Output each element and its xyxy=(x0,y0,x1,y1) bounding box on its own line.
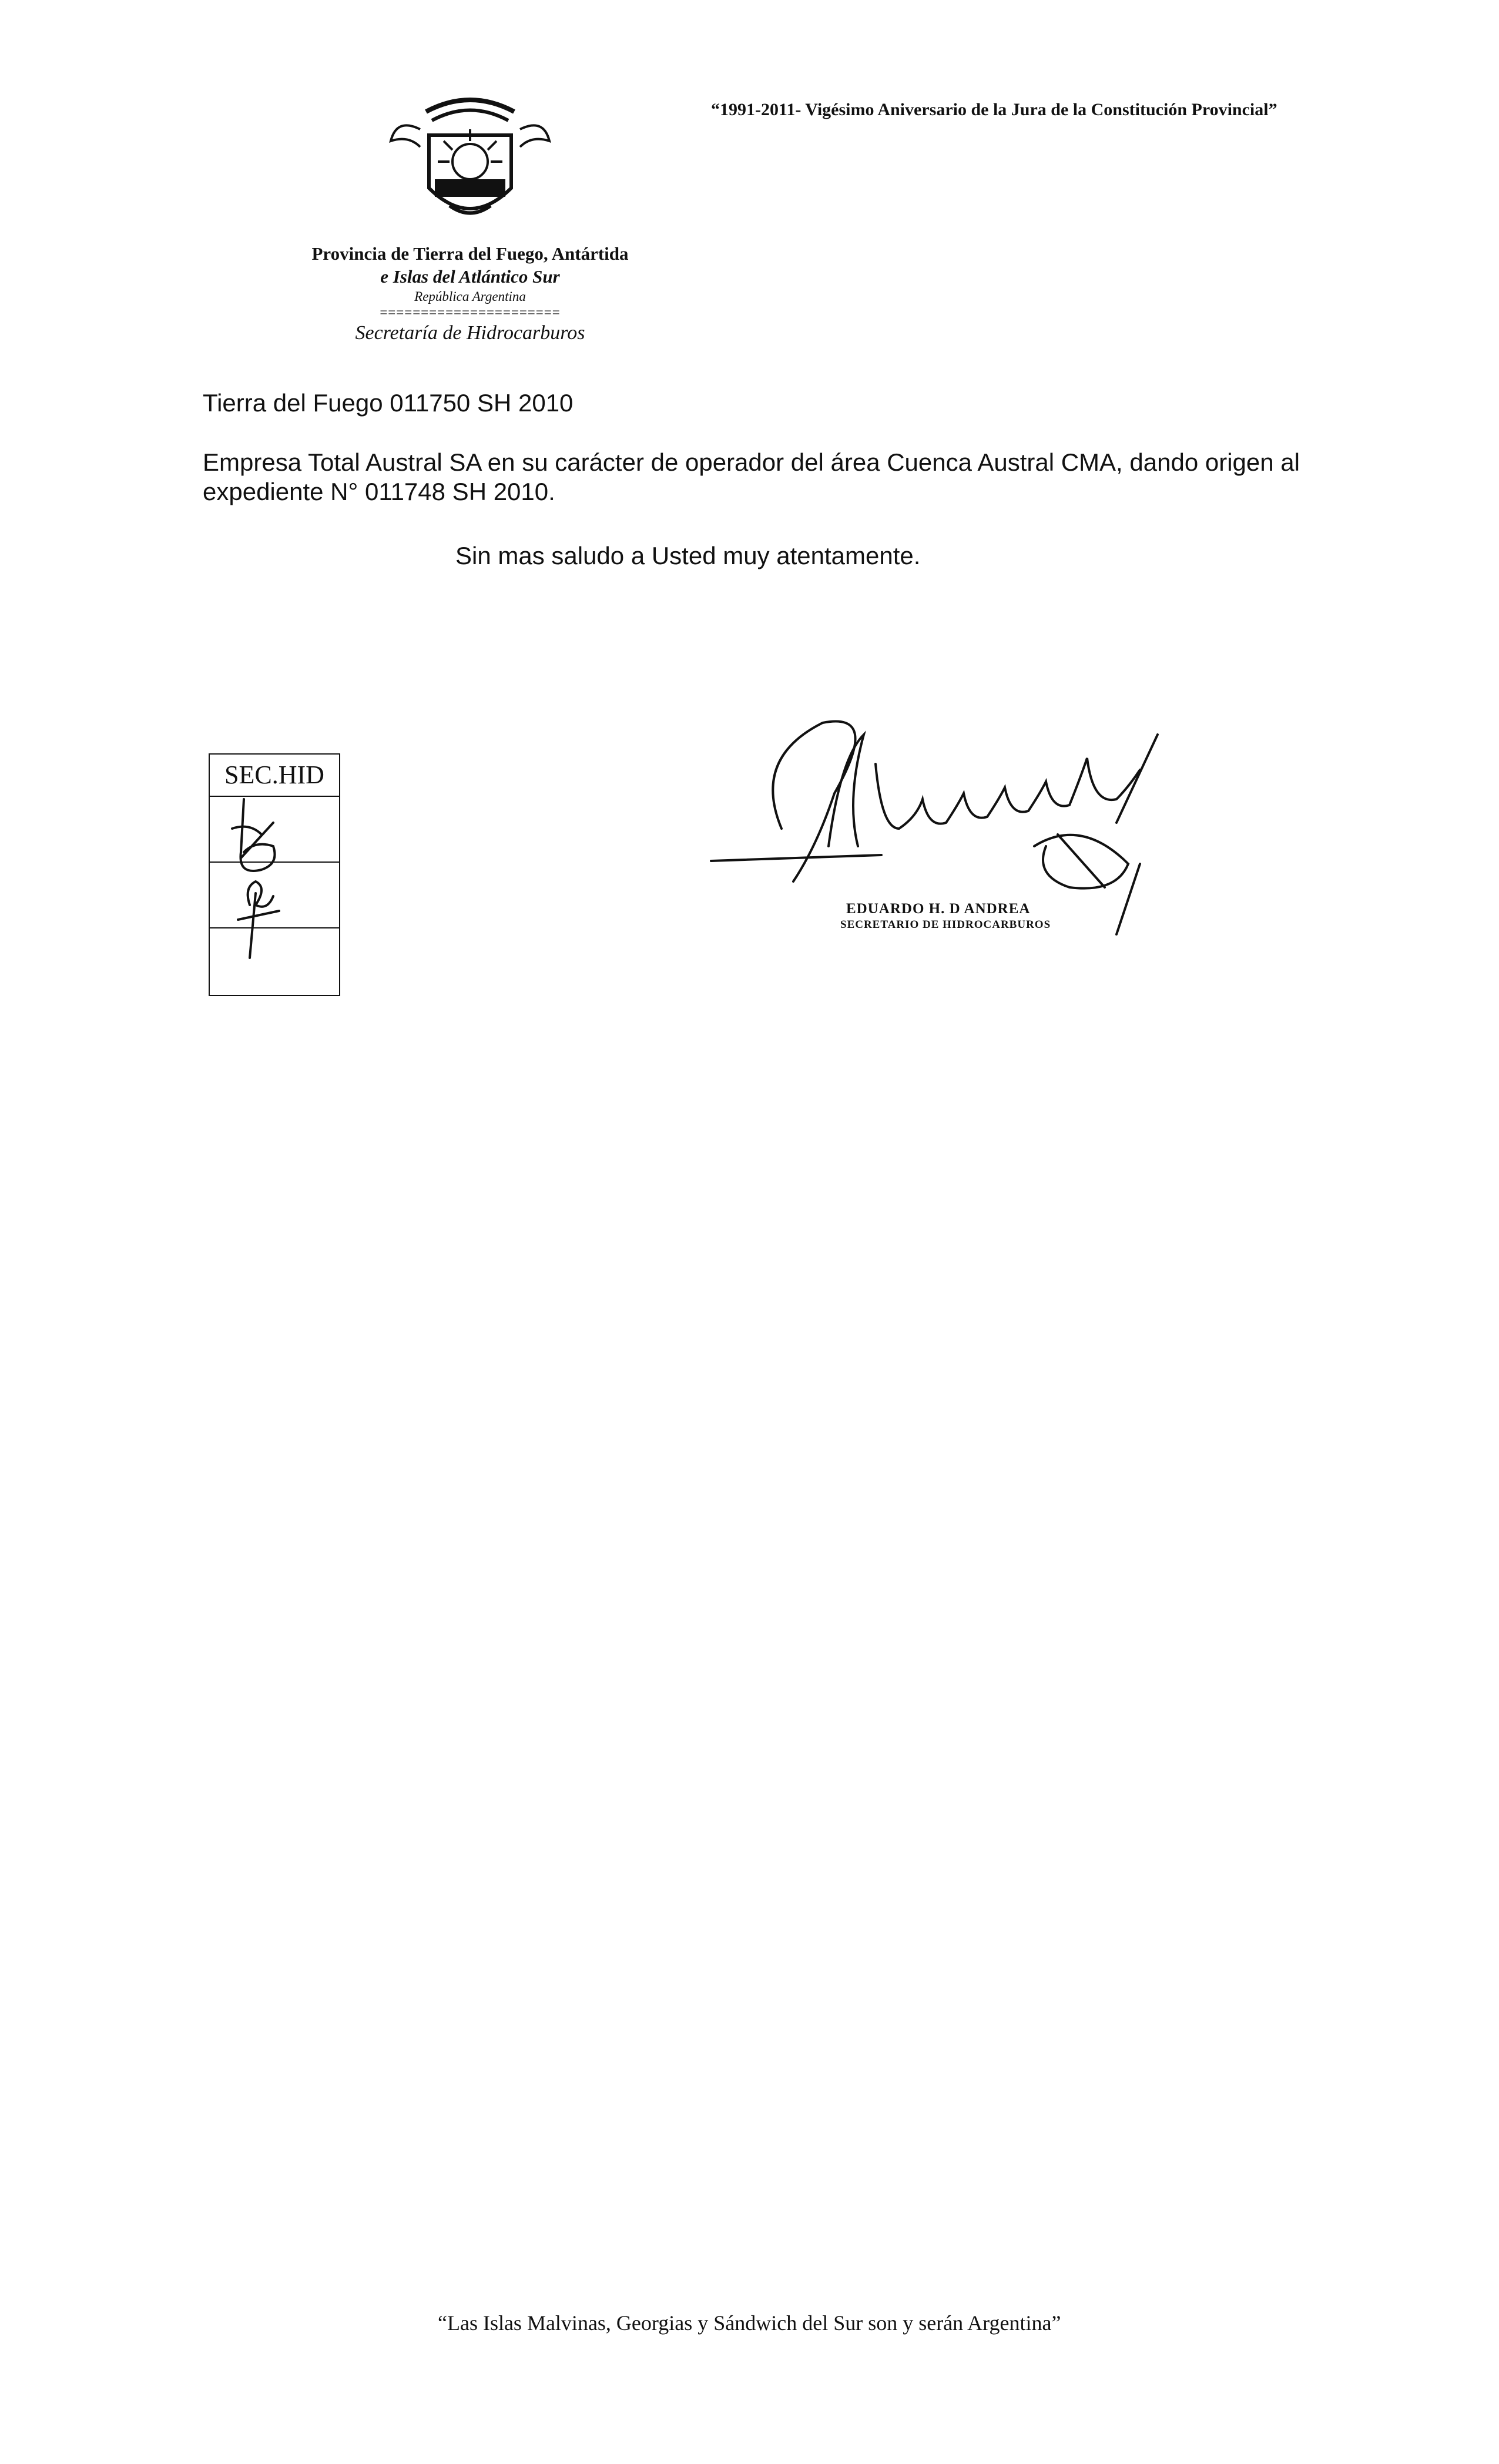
commemorative-motto: “1991-2011- Vigésimo Aniversario de la Jura de la Constitución Provincial” xyxy=(711,100,1277,119)
country-name: República Argentina xyxy=(414,289,526,304)
signatory-title: SECRETARIO DE HIDROCARBUROS xyxy=(840,918,1051,931)
letterhead-separator: ====================== xyxy=(380,305,561,320)
provincial-coat-of-arms-icon xyxy=(385,94,555,235)
handwritten-initials xyxy=(209,787,340,964)
body-paragraph: Empresa Total Austral SA en su carácter de operador del área Cuenca Austral CMA, dando origen al expediente N° 011748 SH 2010. xyxy=(203,448,1300,505)
province-name: Provincia de Tierra del Fuego, Antártida xyxy=(311,243,629,264)
stamp-header: SEC.HID xyxy=(210,755,339,797)
letterhead xyxy=(264,242,676,347)
footer-motto: “Las Islas Malvinas, Georgias y Sándwich del Sur son y serán Argentina” xyxy=(438,2311,1061,2335)
closing-line: Sin mas saludo a Usted muy atentamente. xyxy=(455,542,921,569)
province-name-continued: e Islas del Atlántico Sur xyxy=(380,266,560,287)
reference-number: Tierra del Fuego 011750 SH 2010 xyxy=(203,389,574,417)
secretariat-name: Secretaría de Hidrocarburos xyxy=(355,322,585,344)
signatory-name: EDUARDO H. D ANDREA xyxy=(846,901,1031,917)
